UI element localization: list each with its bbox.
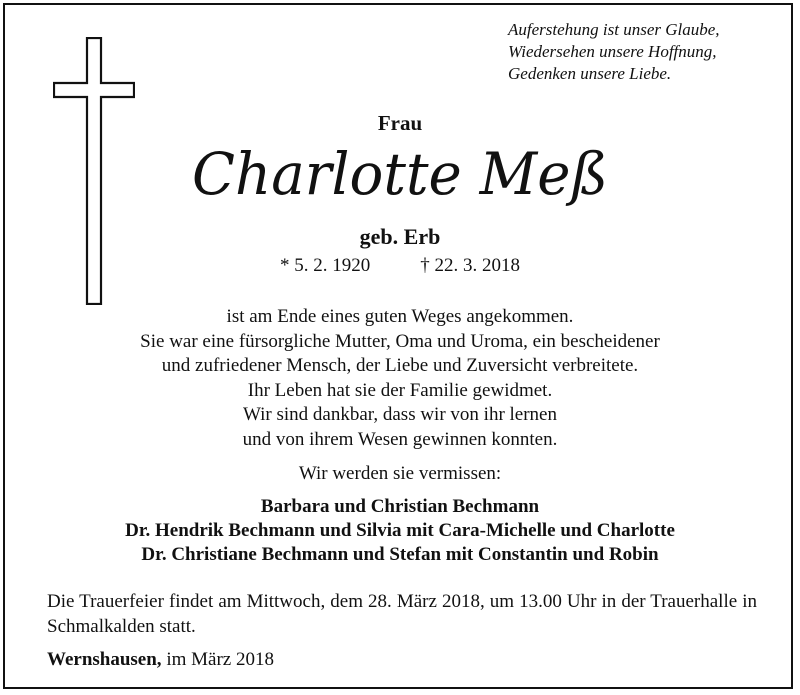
birth-name: geb. Erb xyxy=(359,224,441,249)
text-line: und zufriedener Mensch, der Liebe und Zuversicht verbreitete. xyxy=(161,355,639,376)
mourner-line: Dr. Christiane Bechmann und Stefan mit Constantin und Robin xyxy=(141,544,659,565)
funeral-service-notice: Die Trauerfeier findet am Mittwoch, dem 28. März 2018, um 13.00 Uhr in der Trauerhalle in Schmalkalden statt. xyxy=(47,591,757,637)
verse-line: Auferstehung ist unser Glaube, xyxy=(508,20,720,39)
mourner-line: Barbara und Christian Bechmann xyxy=(260,496,540,517)
verse-line: Gedenken unsere Liebe. xyxy=(508,64,672,83)
place-date xyxy=(47,649,274,671)
mourners-intro: Wir werden sie vermissen: xyxy=(298,463,502,484)
text-line: und von ihrem Wesen gewinnen konnten. xyxy=(242,428,558,450)
place-name: Wernshausen, xyxy=(47,649,162,670)
text-line: Wir sind dankbar, dass wir von ihr lernen xyxy=(242,404,557,425)
text-line: ist am Ende eines guten Weges angekommen. xyxy=(226,306,574,327)
mourner-line: Dr. Hendrik Bechmann und Silvia mit Cara-Michelle und Charlotte xyxy=(125,520,675,541)
mourners-list xyxy=(0,495,800,567)
text-line: Sie war eine fürsorgliche Mutter, Oma und Uroma, ein bescheidener xyxy=(140,330,660,352)
obituary-text xyxy=(0,305,800,452)
name-prefix: Frau xyxy=(377,111,423,135)
verse-quote xyxy=(508,19,788,85)
death-date: † 22. 3. 2018 xyxy=(420,255,520,276)
birth-date: * 5. 2. 1920 xyxy=(280,255,371,276)
verse-line: Wiedersehen unsere Hoffnung, xyxy=(508,42,717,61)
deceased-name-text: Charlotte Meß xyxy=(192,140,608,208)
text-line: Ihr Leben hat sie der Familie gewidmet. xyxy=(247,379,553,401)
deceased-name xyxy=(186,138,614,212)
life-dates xyxy=(0,255,800,277)
signoff-date: im März 2018 xyxy=(166,649,274,670)
